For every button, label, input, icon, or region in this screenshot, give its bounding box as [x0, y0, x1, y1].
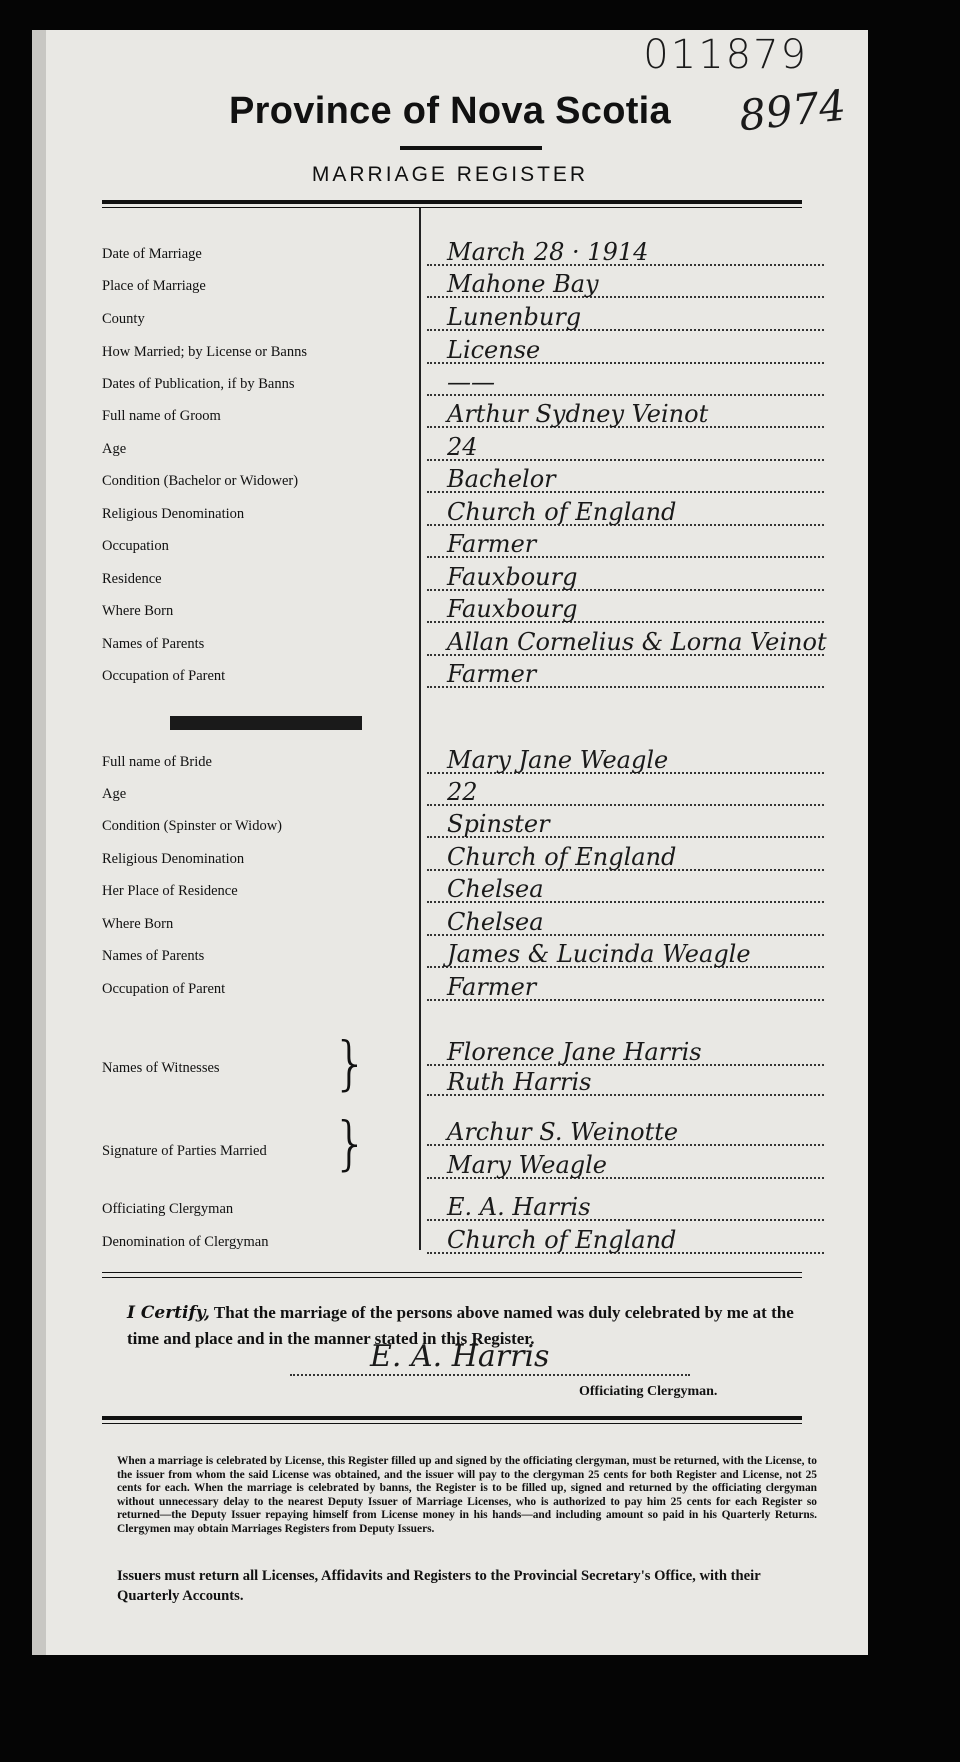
- marriage-field-row: [102, 305, 824, 335]
- dotted-leader: [427, 459, 824, 461]
- groom-label-religious-denomination: Religious Denomination: [102, 506, 248, 523]
- parties-brace-icon: }: [332, 1109, 369, 1177]
- register-form: [32, 30, 868, 1655]
- clergy-field-row: [102, 1228, 824, 1258]
- groom-field-row: [102, 500, 824, 530]
- section-divider-bar: [170, 716, 362, 730]
- marriage-value-place-of-marriage: Mahone Bay: [447, 270, 599, 298]
- bride-value-religious-denomination: Church of England: [447, 843, 677, 871]
- marriage-value-how-married-by-license-or-banns: License: [447, 336, 541, 364]
- bride-value-condition-spinster-or-widow: Spinster: [447, 810, 550, 838]
- issuers-notice: Issuers must return all Licenses, Affidavits and Registers to the Provincial Secretary's Office, with their Quarterly Accounts.: [117, 1568, 761, 1604]
- groom-field-row: [102, 467, 824, 497]
- bride-value-names-of-parents: James & Lucinda Weagle: [447, 940, 751, 968]
- clergy-value-officiating-clergyman: E. A. Harris: [447, 1193, 591, 1221]
- bride-label-condition-spinster-or-widow: Condition (Spinster or Widow): [102, 818, 286, 835]
- bride-field-row: [102, 748, 824, 778]
- groom-field-row: [102, 628, 827, 660]
- groom-field-row: [102, 402, 824, 432]
- handwritten-file-number: 8974: [736, 80, 849, 141]
- witnesses-value-names-of-witnesses-1: Florence Jane Harris: [447, 1038, 702, 1066]
- form-subtitle: MARRIAGE REGISTER: [311, 163, 589, 186]
- bride-value-full-name-of-bride: Mary Jane Weagle: [447, 746, 669, 774]
- bride-label-names-of-parents: Names of Parents: [102, 948, 208, 965]
- register-number: 011879: [643, 32, 808, 78]
- groom-value-names-of-parents: Allan Cornelius & Lorna Veinot: [447, 628, 827, 656]
- marriage-label-dates-of-publication-if-by-banns: Dates of Publication, if by Banns: [102, 376, 299, 393]
- bride-label-where-born: Where Born: [102, 916, 177, 933]
- marriage-field-row: [102, 338, 824, 368]
- certify-text: That the marriage of the persons above named was duly celebrated by me at the time and place and in the manner stated in this Register.: [127, 1303, 794, 1348]
- bride-field-row: [102, 780, 824, 810]
- marriage-field-row: [102, 272, 824, 302]
- groom-field-row: [102, 435, 824, 465]
- dotted-leader: [427, 804, 824, 806]
- clergyman-signature: E. A. Harris: [370, 1339, 550, 1374]
- groom-field-row: [102, 565, 824, 595]
- bride-label-full-name-of-bride: Full name of Bride: [102, 754, 216, 771]
- marriage-field-row: [102, 240, 824, 270]
- bride-field-row: [102, 910, 824, 940]
- groom-value-condition-bachelor-or-widower: Bachelor: [447, 465, 556, 493]
- marriage-label-how-married-by-license-or-banns: How Married; by License or Banns: [102, 344, 311, 361]
- bride-field-row: [102, 845, 824, 875]
- groom-value-occupation-of-parent: Farmer: [447, 660, 537, 688]
- clergy-label-denomination-of-clergyman: Denomination of Clergyman: [102, 1234, 272, 1251]
- groom-label-occupation: Occupation: [102, 538, 173, 555]
- groom-value-religious-denomination: Church of England: [447, 498, 677, 526]
- clergyman-signature-line: [290, 1339, 690, 1376]
- marriage-label-county: County: [102, 311, 149, 328]
- groom-field-row: [102, 532, 824, 562]
- parties-field-row: [102, 1143, 824, 1183]
- footer-rule-thin: [102, 1423, 802, 1424]
- witnesses-value-names-of-witnesses-2: Ruth Harris: [447, 1068, 592, 1096]
- instructions-note: When a marriage is celebrated by License, this Register filled up and signed by the officiating clergyman, must be returned, with the License, to the issuer from whom the said License was obtained, and the issuer will pay to the clergyman 25 cents for both Register and License, not 25 cents for each. When the marriage is celebrated by banns, the Register is to be filled up, signed and returned by the officiating clergyman without unnecessary delay to the nearest Deputy Issuer of Marriage Licenses, who is authorized to pay him 25 cents for each Register so returned—the Deputy Issuer repaying himself from License money in his hands—and including amount so paid in his Quarterly Returns. Clergymen may obtain Marriages Registers from Deputy Issuers.: [117, 1455, 817, 1535]
- header-rule-thick: [102, 200, 802, 204]
- certify-rule-top: [102, 1272, 802, 1273]
- marriage-value-date-of-marriage: March 28 · 1914: [447, 238, 649, 266]
- clergyman-role: Officiating Clergyman.: [579, 1384, 718, 1399]
- marriage-value-county: Lunenburg: [447, 303, 582, 331]
- groom-label-names-of-parents: Names of Parents: [102, 636, 208, 653]
- bride-value-where-born: Chelsea: [447, 908, 544, 936]
- clergy-field-row: [102, 1195, 824, 1225]
- bride-field-row: [102, 942, 824, 972]
- bride-label-age: Age: [102, 786, 130, 803]
- parties-value-signature-of-parties-1: Archur S. Weinotte: [447, 1118, 679, 1146]
- groom-label-occupation-of-parent: Occupation of Parent: [102, 668, 229, 685]
- parties-value-signature-of-parties-2: Mary Weagle: [447, 1151, 608, 1179]
- certify-rule-bottom: [102, 1277, 802, 1278]
- clergy-value-denomination-of-clergyman: Church of England: [447, 1226, 677, 1254]
- marriage-value-dates-of-publication-if-by-banns: ——: [447, 368, 495, 396]
- groom-label-full-name-of-groom: Full name of Groom: [102, 408, 225, 425]
- groom-value-occupation: Farmer: [447, 530, 537, 558]
- witnesses-label: Names of Witnesses: [102, 1060, 224, 1077]
- groom-value-full-name-of-groom: Arthur Sydney Veinot: [447, 400, 709, 428]
- bride-label-religious-denomination: Religious Denomination: [102, 851, 248, 868]
- bride-label-occupation-of-parent: Occupation of Parent: [102, 981, 229, 998]
- parties-label: Signature of Parties Married: [102, 1143, 271, 1160]
- groom-label-residence: Residence: [102, 571, 166, 588]
- groom-label-age: Age: [102, 441, 130, 458]
- groom-value-residence: Fauxbourg: [447, 563, 578, 591]
- groom-field-row: [102, 597, 824, 627]
- certify-lead: I Certify,: [127, 1303, 210, 1323]
- page-title: Province of Nova Scotia: [229, 90, 671, 132]
- bride-field-row: [102, 975, 824, 1005]
- paper-edge: [32, 30, 46, 1655]
- witnesses-field-row: [102, 1060, 824, 1100]
- witnesses-brace-icon: }: [332, 1029, 369, 1097]
- marriage-label-date-of-marriage: Date of Marriage: [102, 246, 206, 263]
- groom-value-where-born: Fauxbourg: [447, 595, 578, 623]
- marriage-field-row: [102, 370, 824, 400]
- footer-rule-thick: [102, 1416, 802, 1420]
- bride-value-her-place-of-residence: Chelsea: [447, 875, 544, 903]
- bride-label-her-place-of-residence: Her Place of Residence: [102, 883, 242, 900]
- groom-label-condition-bachelor-or-widower: Condition (Bachelor or Widower): [102, 473, 302, 490]
- groom-field-row: [102, 662, 824, 692]
- title-rule: [400, 146, 542, 150]
- bride-field-row: [102, 877, 824, 907]
- clergy-label-officiating-clergyman: Officiating Clergyman: [102, 1201, 237, 1218]
- bride-field-row: [102, 812, 824, 842]
- header-rule-thin: [102, 207, 802, 208]
- bride-value-age: 22: [447, 778, 478, 806]
- marriage-label-place-of-marriage: Place of Marriage: [102, 278, 210, 295]
- bride-value-occupation-of-parent: Farmer: [447, 973, 537, 1001]
- groom-label-where-born: Where Born: [102, 603, 177, 620]
- groom-value-age: 24: [447, 433, 478, 461]
